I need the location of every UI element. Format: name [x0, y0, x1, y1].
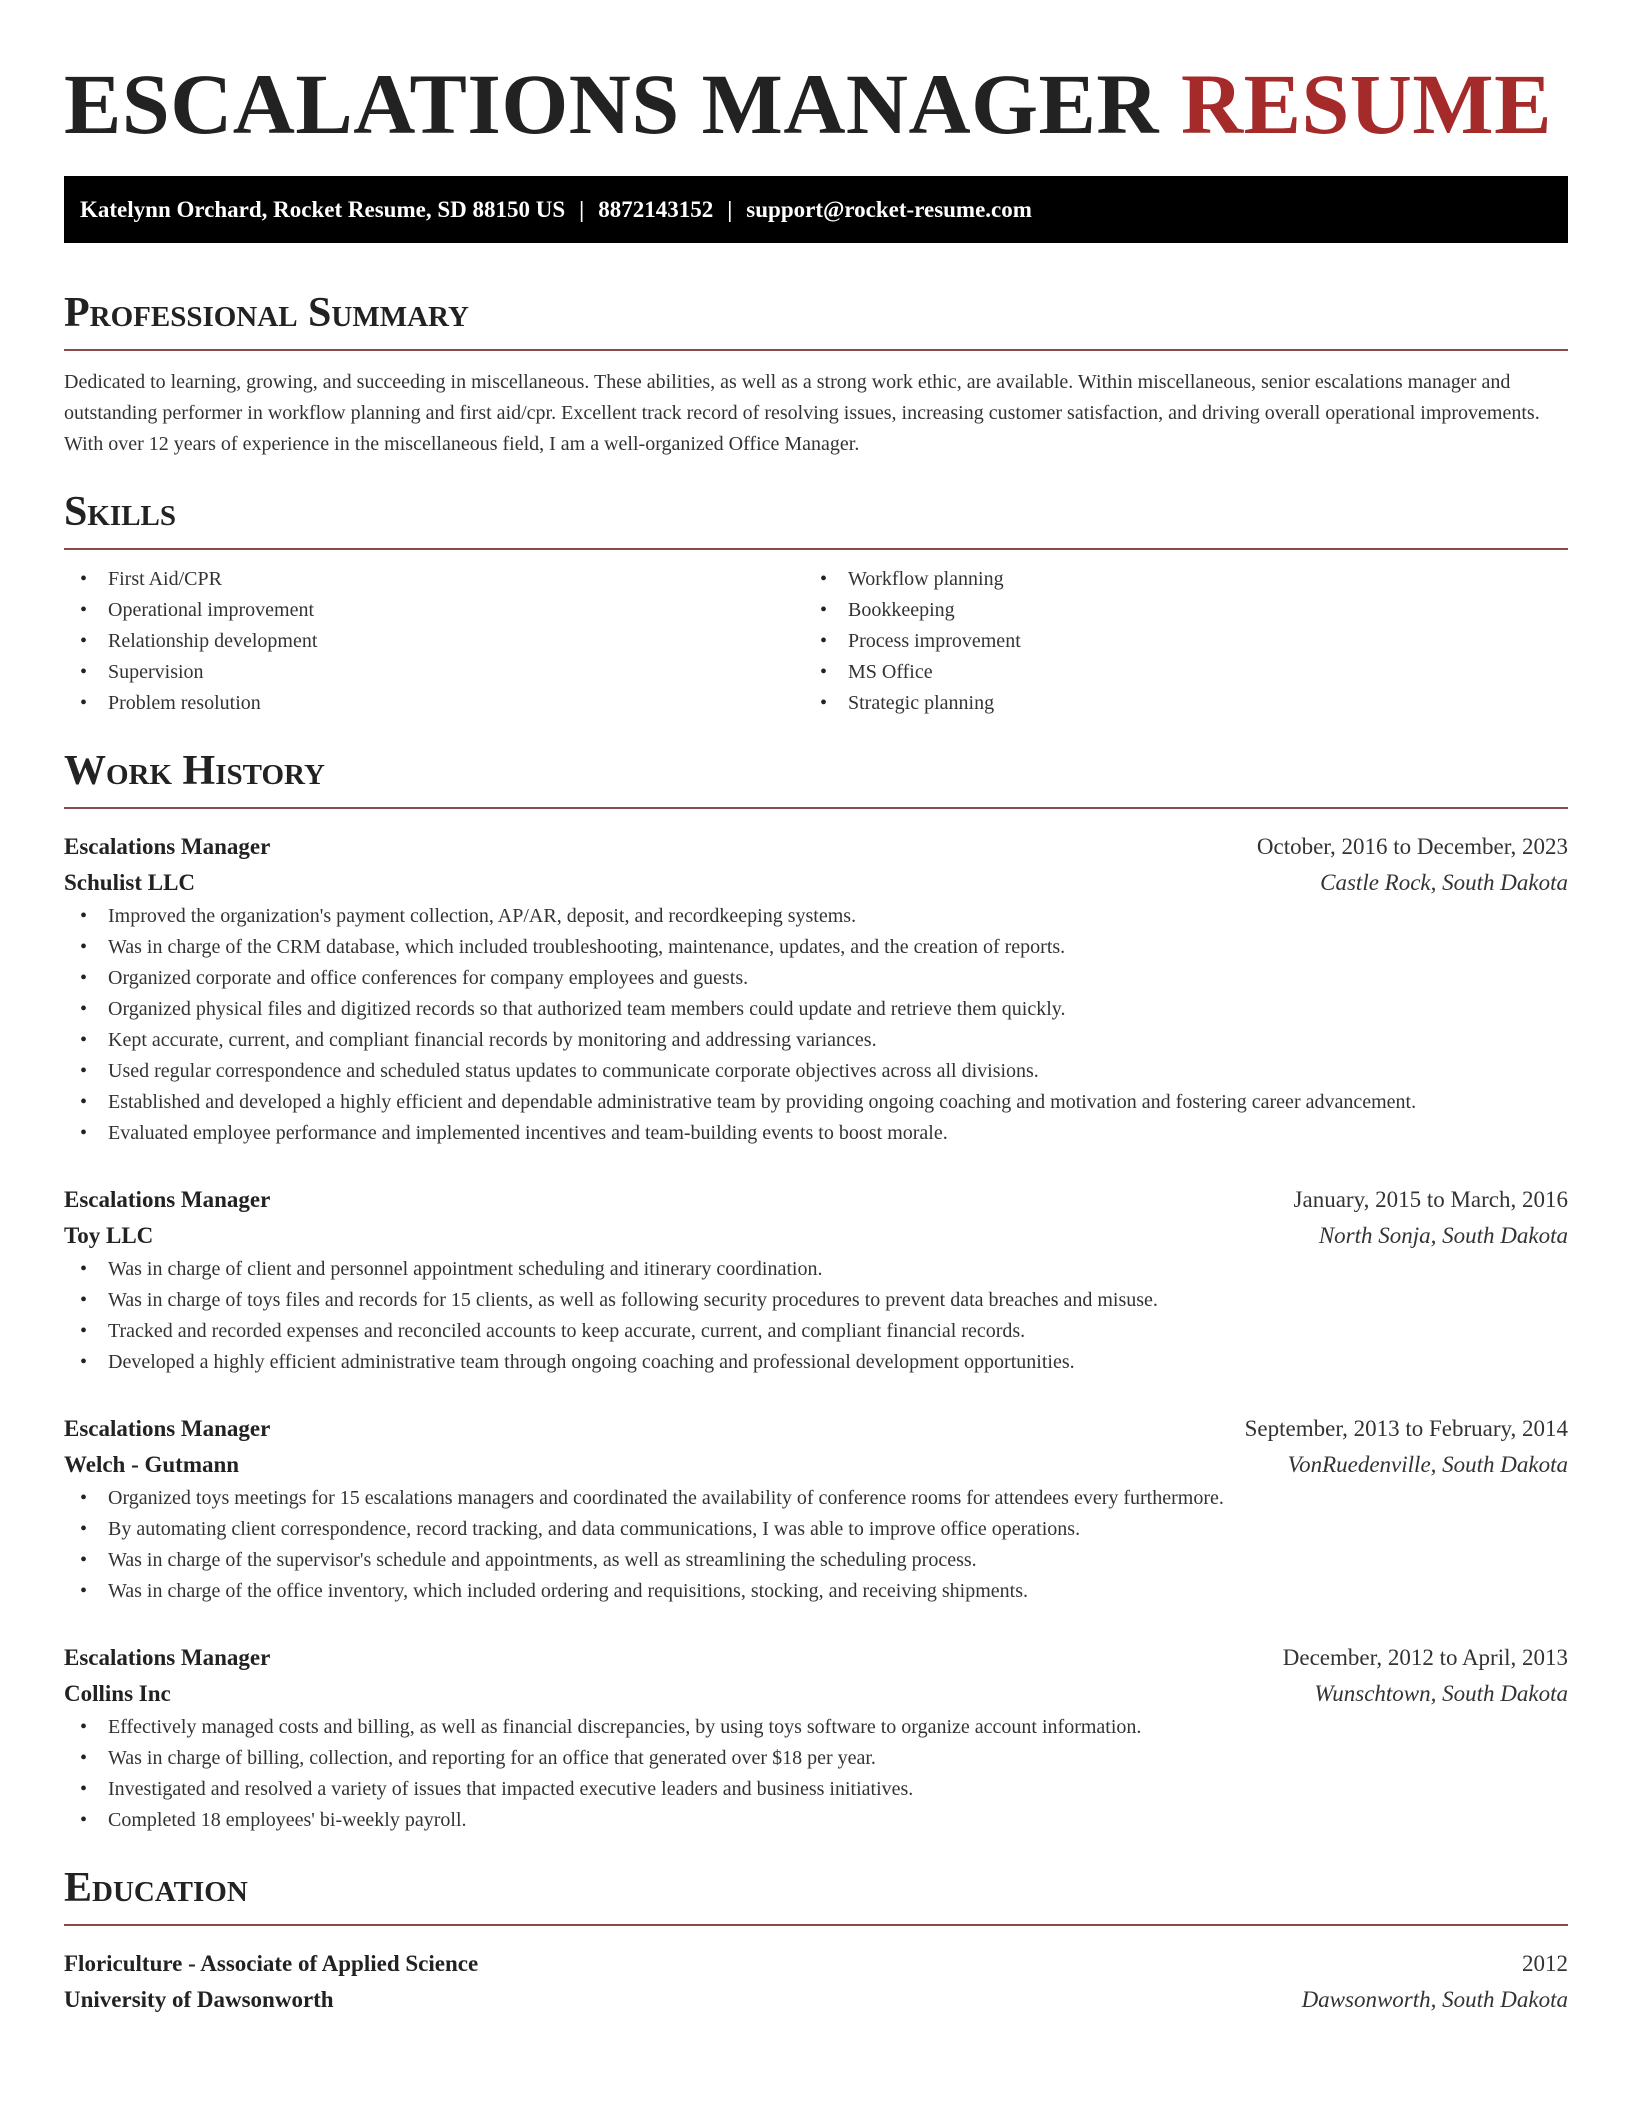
job-employer-row: [64, 1676, 1568, 1712]
job-bullet: • Kept accurate, current, and compliant financial records by monitoring and addressing variances.: [64, 1025, 1568, 1056]
job-bullet: • Organized toys meetings for 15 escalations managers and coordinated the availability of conference rooms for attendees every furthermore.: [64, 1483, 1568, 1514]
skill-item: • Operational improvement: [64, 595, 804, 626]
job-title: Escalations Manager: [64, 1645, 271, 1670]
contact-bar: [64, 176, 1568, 243]
job-bullet: • Was in charge of the office inventory, which included ordering and requisitions, stocking, and receiving shipments.: [64, 1576, 1568, 1607]
skill-item: • Workflow planning: [804, 564, 1544, 595]
skill-item: • First Aid/CPR: [64, 564, 804, 595]
resume-title: [64, 56, 1568, 152]
resume-title-main: ESCALATIONS MANAGER: [64, 56, 1159, 152]
job-employer-row: [64, 1447, 1568, 1483]
job-bullet: • Tracked and recorded expenses and reconciled accounts to keep accurate, current, and compliant financial records.: [64, 1316, 1568, 1347]
job-employer: Toy LLC: [64, 1223, 154, 1248]
job-dates: September, 2013 to February, 2014: [1244, 1416, 1568, 1441]
job-location: Wunschtown, South Dakota: [1314, 1681, 1568, 1706]
job-dates: January, 2015 to March, 2016: [1293, 1187, 1568, 1212]
skills-list-right: [804, 564, 1544, 719]
summary-heading: Professional Summary: [64, 289, 1568, 351]
job-bullet: • By automating client correspondence, record tracking, and data communications, I was able to improve office operations.: [64, 1514, 1568, 1545]
education-year: 2012: [1522, 1951, 1568, 1976]
job-bullet: • Was in charge of billing, collection, and reporting for an office that generated over $18 per year.: [64, 1743, 1568, 1774]
skills-list-left: [64, 564, 804, 719]
job-title: Escalations Manager: [64, 1416, 271, 1441]
job-bullet: • Was in charge of the CRM database, which included troubleshooting, maintenance, updates, and the creation of reports.: [64, 932, 1568, 963]
skill-item: • Problem resolution: [64, 688, 804, 719]
job-dates: October, 2016 to December, 2023: [1256, 834, 1568, 859]
job-bullet: • Was in charge of toys files and records for 15 clients, as well as following security procedures to prevent data breaches and misuse.: [64, 1285, 1568, 1316]
job-entry: [64, 1640, 1568, 1836]
skills-heading: Skills: [64, 488, 1568, 550]
job-entry: [64, 1182, 1568, 1378]
job-location: VonRuedenville, South Dakota: [1287, 1452, 1568, 1477]
job-bullets: [64, 1483, 1568, 1607]
job-header-row: [64, 1182, 1568, 1218]
skill-item: • Strategic planning: [804, 688, 1544, 719]
job-bullet: • Effectively managed costs and billing, as well as financial discrepancies, by using toys software to organize account information.: [64, 1712, 1568, 1743]
education-location: Dawsonworth, South Dakota: [1301, 1987, 1568, 2012]
job-bullet: • Investigated and resolved a variety of issues that impacted executive leaders and business initiatives.: [64, 1774, 1568, 1805]
job-header-row: [64, 1640, 1568, 1676]
job-bullet: • Organized corporate and office conferences for company employees and guests.: [64, 963, 1568, 994]
job-title: Escalations Manager: [64, 834, 271, 859]
job-employer-row: [64, 865, 1568, 901]
education-degree-row: [64, 1946, 1568, 1982]
skill-item: • Bookkeeping: [804, 595, 1544, 626]
job-dates: December, 2012 to April, 2013: [1282, 1645, 1568, 1670]
job-title: Escalations Manager: [64, 1187, 271, 1212]
job-header-row: [64, 1411, 1568, 1447]
job-employer: Welch - Gutmann: [64, 1452, 240, 1477]
work-history-heading: Work History: [64, 747, 1568, 809]
job-bullet: • Organized physical files and digitized records so that authorized team members could update and retrieve them quickly.: [64, 994, 1568, 1025]
job-bullet: • Evaluated employee performance and implemented incentives and team-building events to boost morale.: [64, 1118, 1568, 1149]
contact-separator: |: [727, 196, 733, 222]
job-header-row: [64, 829, 1568, 865]
job-entry: [64, 1411, 1568, 1607]
skill-item: • Supervision: [64, 657, 804, 688]
job-bullets: [64, 901, 1568, 1149]
job-bullet: • Completed 18 employees' bi-weekly payroll.: [64, 1805, 1568, 1836]
job-bullets: [64, 1254, 1568, 1378]
contact-address: Katelynn Orchard, Rocket Resume, SD 88150 US: [80, 196, 566, 222]
education-entry: [64, 1946, 1568, 2018]
job-employer: Collins Inc: [64, 1681, 171, 1706]
skill-item: • Relationship development: [64, 626, 804, 657]
skill-item: • MS Office: [804, 657, 1544, 688]
education-school-row: [64, 1982, 1568, 2018]
job-bullet: • Was in charge of the supervisor's schedule and appointments, as well as streamlining the scheduling process.: [64, 1545, 1568, 1576]
job-bullet: • Was in charge of client and personnel appointment scheduling and itinerary coordination.: [64, 1254, 1568, 1285]
summary-text: Dedicated to learning, growing, and succeeding in miscellaneous. These abilities, as well as a strong work ethic, are available. Within miscellaneous, senior escalations manager and outstanding performer in workflow planning and first aid/cpr. Excellent track record of resolving issues, increasing customer satisfaction, and driving overall operational improvements. With over 12 years of experience in the miscellaneous field, I am a well-organized Office Manager.: [64, 371, 1540, 455]
job-location: Castle Rock, South Dakota: [1320, 870, 1568, 895]
job-bullet: • Used regular correspondence and scheduled status updates to communicate corporate objectives across all divisions.: [64, 1056, 1568, 1087]
skills-section: [64, 488, 1568, 719]
job-bullets: [64, 1712, 1568, 1836]
contact-email[interactable]: support@rocket-resume.com: [746, 196, 1032, 222]
job-bullet: • Developed a highly efficient administrative team through ongoing coaching and professional development opportunities.: [64, 1347, 1568, 1378]
job-employer: Schulist LLC: [64, 870, 196, 895]
education-school: University of Dawsonworth: [64, 1987, 334, 2012]
job-bullet: • Established and developed a highly efficient and dependable administrative team by providing ongoing coaching and motivation and fostering career advancement.: [64, 1087, 1568, 1118]
skill-item: • Process improvement: [804, 626, 1544, 657]
education-section: [64, 1864, 1568, 2018]
contact-phone[interactable]: 8872143152: [598, 196, 714, 222]
contact-separator: |: [579, 196, 585, 222]
job-bullet: • Improved the organization's payment collection, AP/AR, deposit, and recordkeeping systems.: [64, 901, 1568, 932]
job-entry: [64, 829, 1568, 1149]
education-degree: Floriculture - Associate of Applied Science: [64, 1951, 479, 1976]
skills-columns: [64, 564, 1568, 719]
work-history-section: [64, 747, 1568, 1836]
job-location: North Sonja, South Dakota: [1318, 1223, 1568, 1248]
job-employer-row: [64, 1218, 1568, 1254]
summary-section: [64, 289, 1568, 460]
resume-title-accent: RESUME: [1181, 56, 1552, 152]
education-heading: Education: [64, 1864, 1568, 1926]
